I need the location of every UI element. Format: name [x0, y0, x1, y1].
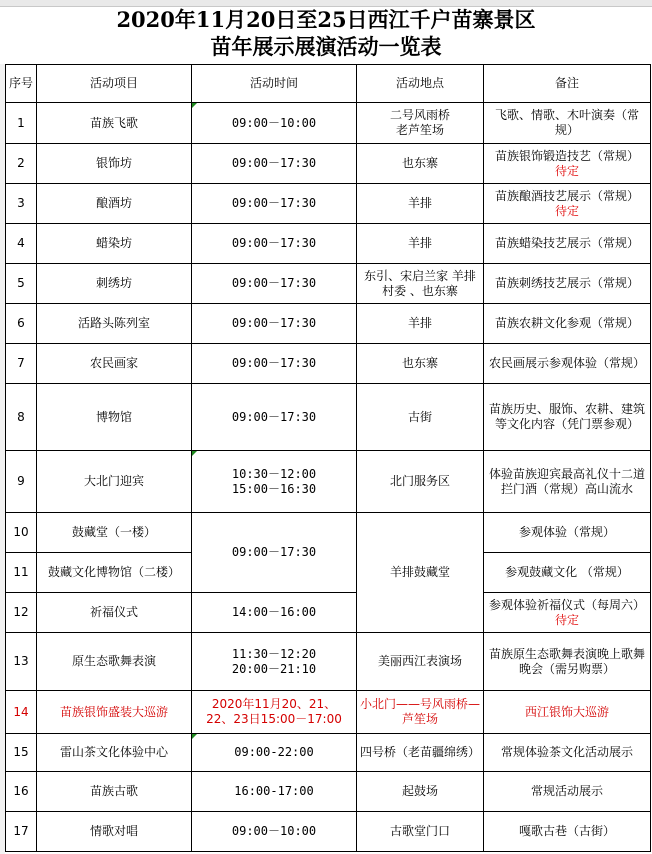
cell-time: 09:00－10:00	[192, 812, 357, 852]
table-row	[6, 344, 651, 384]
cell-time: 09:00－17:30	[192, 304, 357, 344]
cell-place: 也东寨	[357, 144, 484, 184]
cell-no: 13	[6, 633, 37, 691]
table-row	[6, 264, 651, 304]
cell-note: 苗族蜡染技艺展示（常规）	[484, 224, 651, 264]
title-line-1: 2020年11月20日至25日西江千户苗寨景区	[116, 7, 536, 32]
cell-place: 二号风雨桥 老芦笙场	[357, 103, 484, 144]
cell-no: 8	[6, 384, 37, 451]
cell-activity: 银饰坊	[37, 144, 192, 184]
cell-time: 2020年11月20、21、22、23日15:00－17:00	[192, 691, 357, 734]
cell-place: 古歌堂门口	[357, 812, 484, 852]
cell-no: 4	[6, 224, 37, 264]
note-text: 苗族酿酒技艺展示（常规）	[494, 188, 639, 203]
note-text: 苗族银饰锻造技艺（常规）	[494, 148, 639, 163]
cell-time: 09:00－17:30	[192, 144, 357, 184]
header-activity: 活动项目	[37, 65, 192, 103]
cell-activity: 博物馆	[37, 384, 192, 451]
cell-time: 16:00-17:00	[192, 772, 357, 812]
cell-place: 起鼓场	[357, 772, 484, 812]
cell-time: 09:00－10:00	[192, 103, 357, 144]
cell-no: 16	[6, 772, 37, 812]
cell-activity: 农民画家	[37, 344, 192, 384]
cell-note: 苗族农耕文化参观（常规）	[484, 304, 651, 344]
table-row	[6, 184, 651, 224]
cell-activity: 苗族古歌	[37, 772, 192, 812]
cell-time: 14:00－16:00	[192, 593, 357, 633]
cell-activity: 雷山茶文化体验中心	[37, 734, 192, 772]
table-row	[6, 224, 651, 264]
cell-activity: 刺绣坊	[37, 264, 192, 304]
cell-no: 9	[6, 451, 37, 513]
cell-no: 12	[6, 593, 37, 633]
cell-activity: 祈福仪式	[37, 593, 192, 633]
cell-place: 古街	[357, 384, 484, 451]
cell-place: 美丽西江表演场	[357, 633, 484, 691]
cell-place: 羊排	[357, 184, 484, 224]
cell-time: 10:30－12:00 15:00－16:30	[192, 451, 357, 513]
table-row	[6, 144, 651, 184]
cell-no: 14	[6, 691, 37, 734]
cell-note: 常规活动展示	[484, 772, 651, 812]
table-header-row	[6, 65, 651, 103]
note-text: 参观体验祈福仪式（每周六）	[488, 597, 645, 612]
cell-place: 也东寨	[357, 344, 484, 384]
cell-no: 7	[6, 344, 37, 384]
cell-note: 苗族历史、服饰、农耕、建筑等文化内容（凭门票参观）	[484, 384, 651, 451]
cell-note: 参观体验（常规）	[484, 513, 651, 553]
pending-label: 待定	[554, 203, 579, 218]
cell-place: 羊排	[357, 224, 484, 264]
cell-activity: 鼓藏文化博物馆（二楼）	[37, 553, 192, 593]
header-time: 活动时间	[192, 65, 357, 103]
table-row-highlighted	[6, 691, 651, 734]
cell-note: 体验苗族迎宾最高礼仪十二道拦门酒（常规）高山流水	[484, 451, 651, 513]
activity-table	[5, 64, 651, 852]
cell-activity: 情歌对唱	[37, 812, 192, 852]
cell-no: 15	[6, 734, 37, 772]
cell-activity: 鼓藏堂（一楼）	[37, 513, 192, 553]
cell-activity: 苗族飞歌	[37, 103, 192, 144]
cell-no: 1	[6, 103, 37, 144]
cell-activity: 活路头陈列室	[37, 304, 192, 344]
cell-time: 09:00－17:30	[192, 513, 357, 593]
cell-place: 东引、宋启兰家 羊排村委 、也东寨	[357, 264, 484, 304]
cell-note: 苗族刺绣技艺展示（常规）	[484, 264, 651, 304]
cell-time: 09:00－17:30	[192, 184, 357, 224]
table-row	[6, 734, 651, 772]
cell-place: 羊排鼓藏堂	[357, 513, 484, 633]
cell-no: 10	[6, 513, 37, 553]
cell-place: 小北门——号风雨桥—芦笙场	[357, 691, 484, 734]
cell-note: 西江银饰大巡游	[484, 691, 651, 734]
cell-activity: 苗族银饰盛装大巡游	[37, 691, 192, 734]
cell-note	[484, 144, 651, 184]
header-note: 备注	[484, 65, 651, 103]
cell-note: 参观鼓藏文化 （常规）	[484, 553, 651, 593]
sheet-title	[0, 6, 652, 60]
cell-activity: 酿酒坊	[37, 184, 192, 224]
cell-place: 四号桥（老苗疆绵绣）	[357, 734, 484, 772]
title-line-2: 苗年展示展演活动一览表	[210, 34, 442, 59]
table-row	[6, 633, 651, 691]
cell-time: 09:00－17:30	[192, 264, 357, 304]
table-row	[6, 513, 651, 553]
cell-place: 羊排	[357, 304, 484, 344]
cell-note: 常规体验茶文化活动展示	[484, 734, 651, 772]
cell-note: 飞歌、情歌、木叶演奏（常规）	[484, 103, 651, 144]
table-row	[6, 451, 651, 513]
cell-time: 09:00－17:30	[192, 344, 357, 384]
cell-activity: 原生态歌舞表演	[37, 633, 192, 691]
cell-note: 苗族原生态歌舞表演晚上歌舞晚会（需另购票）	[484, 633, 651, 691]
table-row	[6, 304, 651, 344]
pending-label: 待定	[554, 163, 579, 178]
header-place: 活动地点	[357, 65, 484, 103]
cell-note	[484, 593, 651, 633]
pending-label: 待定	[554, 612, 579, 627]
cell-no: 6	[6, 304, 37, 344]
cell-no: 11	[6, 553, 37, 593]
table-row	[6, 593, 651, 633]
cell-activity: 大北门迎宾	[37, 451, 192, 513]
table-row	[6, 384, 651, 451]
cell-note	[484, 184, 651, 224]
cell-time: 11:30－12:20 20:00－21:10	[192, 633, 357, 691]
cell-time: 09:00-22:00	[192, 734, 357, 772]
header-no: 序号	[6, 65, 37, 103]
cell-no: 3	[6, 184, 37, 224]
cell-no: 2	[6, 144, 37, 184]
cell-time: 09:00－17:30	[192, 224, 357, 264]
cell-place: 北门服务区	[357, 451, 484, 513]
cell-note: 嘎歌古巷（古街）	[484, 812, 651, 852]
cell-note: 农民画展示参观体验（常规）	[484, 344, 651, 384]
table-row	[6, 772, 651, 812]
cell-no: 17	[6, 812, 37, 852]
cell-no: 5	[6, 264, 37, 304]
cell-time: 09:00－17:30	[192, 384, 357, 451]
table-row	[6, 103, 651, 144]
cell-activity: 蜡染坊	[37, 224, 192, 264]
table-row	[6, 812, 651, 852]
